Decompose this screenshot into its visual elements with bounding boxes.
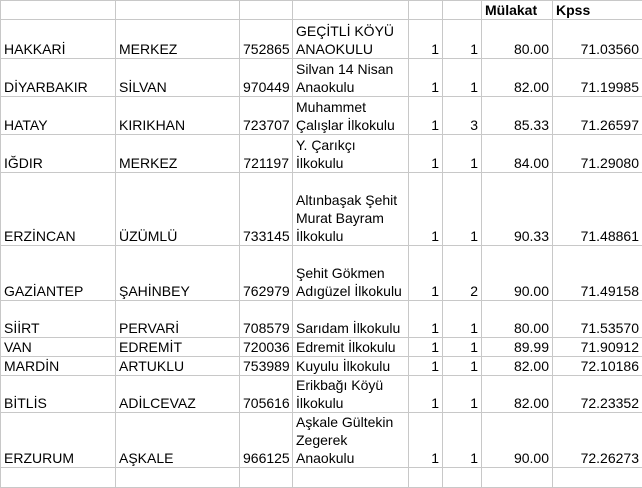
empty-cell [409,468,443,488]
cell-kurum: GEÇİTLİ KÖYÜ ANAOKULU [293,20,409,59]
cell-ilce: ŞAHİNBEY [116,246,240,301]
cell-mulakat: 82.00 [482,357,553,376]
header-mulakat: Mülakat [482,1,553,20]
cell-kurum: Muhammet Çalışlar İlkokulu [293,97,409,135]
cell-il: HATAY [1,97,116,135]
cell-c2: 1 [443,413,482,468]
cell-mulakat: 90.33 [482,173,553,246]
header-cell [443,1,482,20]
table-row [1,173,642,246]
table-row [1,413,642,468]
cell-kurum: Silvan 14 Nisan Anaokulu [293,59,409,97]
cell-kurum: Şehit Gökmen Adıgüzel İlkokulu [293,246,409,301]
cell-c2: 3 [443,97,482,135]
cell-ilce: ÜZÜMLÜ [116,173,240,246]
cell-mulakat: 84.00 [482,135,553,173]
cell-c2: 1 [443,301,482,338]
cell-kod: 721197 [240,135,293,173]
cell-c1: 1 [409,357,443,376]
cell-il: MARDİN [1,357,116,376]
cell-ilce: SİLVAN [116,59,240,97]
cell-ilce: KIRIKHAN [116,97,240,135]
cell-c2: 1 [443,59,482,97]
header-cell [293,1,409,20]
cell-kpss: 71.53570 [553,301,642,338]
cell-mulakat: 80.00 [482,20,553,59]
table-row [1,357,642,376]
cell-mulakat: 90.00 [482,413,553,468]
cell-kod: 720036 [240,338,293,357]
cell-kpss: 72.23352 [553,376,642,413]
cell-c1: 1 [409,20,443,59]
cell-kod: 705616 [240,376,293,413]
table-row [1,97,642,135]
empty-cell [240,468,293,488]
empty-cell [443,468,482,488]
cell-kpss: 71.03560 [553,20,642,59]
cell-c1: 1 [409,135,443,173]
cell-c1: 1 [409,246,443,301]
cell-ilce: ARTUKLU [116,357,240,376]
cell-mulakat: 82.00 [482,376,553,413]
empty-cell [482,468,553,488]
cell-kpss: 71.90912 [553,338,642,357]
cell-c1: 1 [409,376,443,413]
table-row [1,468,642,488]
cell-c2: 1 [443,338,482,357]
cell-kpss: 71.26597 [553,97,642,135]
table-row [1,301,642,338]
cell-c1: 1 [409,338,443,357]
cell-ilce: PERVARİ [116,301,240,338]
cell-mulakat: 80.00 [482,301,553,338]
cell-mulakat: 89.99 [482,338,553,357]
cell-c1: 1 [409,173,443,246]
table-row [1,246,642,301]
cell-kurum: Y. Çarıkçı İlkokulu [293,135,409,173]
header-cell [240,1,293,20]
cell-kpss: 72.10186 [553,357,642,376]
cell-kod: 970449 [240,59,293,97]
cell-c2: 1 [443,20,482,59]
cell-kurum: Aşkale Gültekin Zegerek Anaokulu [293,413,409,468]
cell-kurum: Edremit İlkokulu [293,338,409,357]
table-row [1,338,642,357]
cell-c2: 1 [443,135,482,173]
cell-mulakat: 90.00 [482,246,553,301]
table-row [1,376,642,413]
cell-c1: 1 [409,301,443,338]
cell-kpss: 72.26273 [553,413,642,468]
cell-il: BİTLİS [1,376,116,413]
cell-ilce: AŞKALE [116,413,240,468]
header-cell [116,1,240,20]
cell-c2: 1 [443,376,482,413]
cell-il: GAZİANTEP [1,246,116,301]
header-cell [409,1,443,20]
cell-ilce: MERKEZ [116,20,240,59]
cell-kurum: Kuyulu İlkokulu [293,357,409,376]
cell-mulakat: 82.00 [482,59,553,97]
cell-il: DİYARBAKIR [1,59,116,97]
cell-mulakat: 85.33 [482,97,553,135]
cell-kod: 753989 [240,357,293,376]
cell-kpss: 71.29080 [553,135,642,173]
cell-il: ERZURUM [1,413,116,468]
cell-kod: 708579 [240,301,293,338]
empty-cell [1,468,116,488]
cell-kod: 723707 [240,97,293,135]
table-row [1,135,642,173]
cell-il: VAN [1,338,116,357]
table-row [1,59,642,97]
header-kpss: Kpss [553,1,642,20]
cell-c2: 1 [443,173,482,246]
cell-ilce: MERKEZ [116,135,240,173]
cell-c2: 2 [443,246,482,301]
cell-kpss: 71.48861 [553,173,642,246]
cell-c2: 1 [443,357,482,376]
header-cell [1,1,116,20]
cell-il: IĞDIR [1,135,116,173]
cell-kod: 966125 [240,413,293,468]
empty-cell [293,468,409,488]
header-row [1,1,642,20]
cell-kod: 733145 [240,173,293,246]
cell-ilce: ADİLCEVAZ [116,376,240,413]
table-row [1,20,642,59]
cell-c1: 1 [409,59,443,97]
cell-c1: 1 [409,413,443,468]
empty-cell [116,468,240,488]
cell-il: SİİRT [1,301,116,338]
empty-cell [553,468,642,488]
cell-kod: 752865 [240,20,293,59]
cell-kurum: Sarıdam İlkokulu [293,301,409,338]
cell-ilce: EDREMİT [116,338,240,357]
cell-kurum: Altınbaşak Şehit Murat Bayram İlkokulu [293,173,409,246]
cell-c1: 1 [409,97,443,135]
cell-kurum: Erikbağı Köyü İlkokulu [293,376,409,413]
cell-il: ERZİNCAN [1,173,116,246]
cell-kpss: 71.19985 [553,59,642,97]
cell-il: HAKKARİ [1,20,116,59]
cell-kpss: 71.49158 [553,246,642,301]
cell-kod: 762979 [240,246,293,301]
